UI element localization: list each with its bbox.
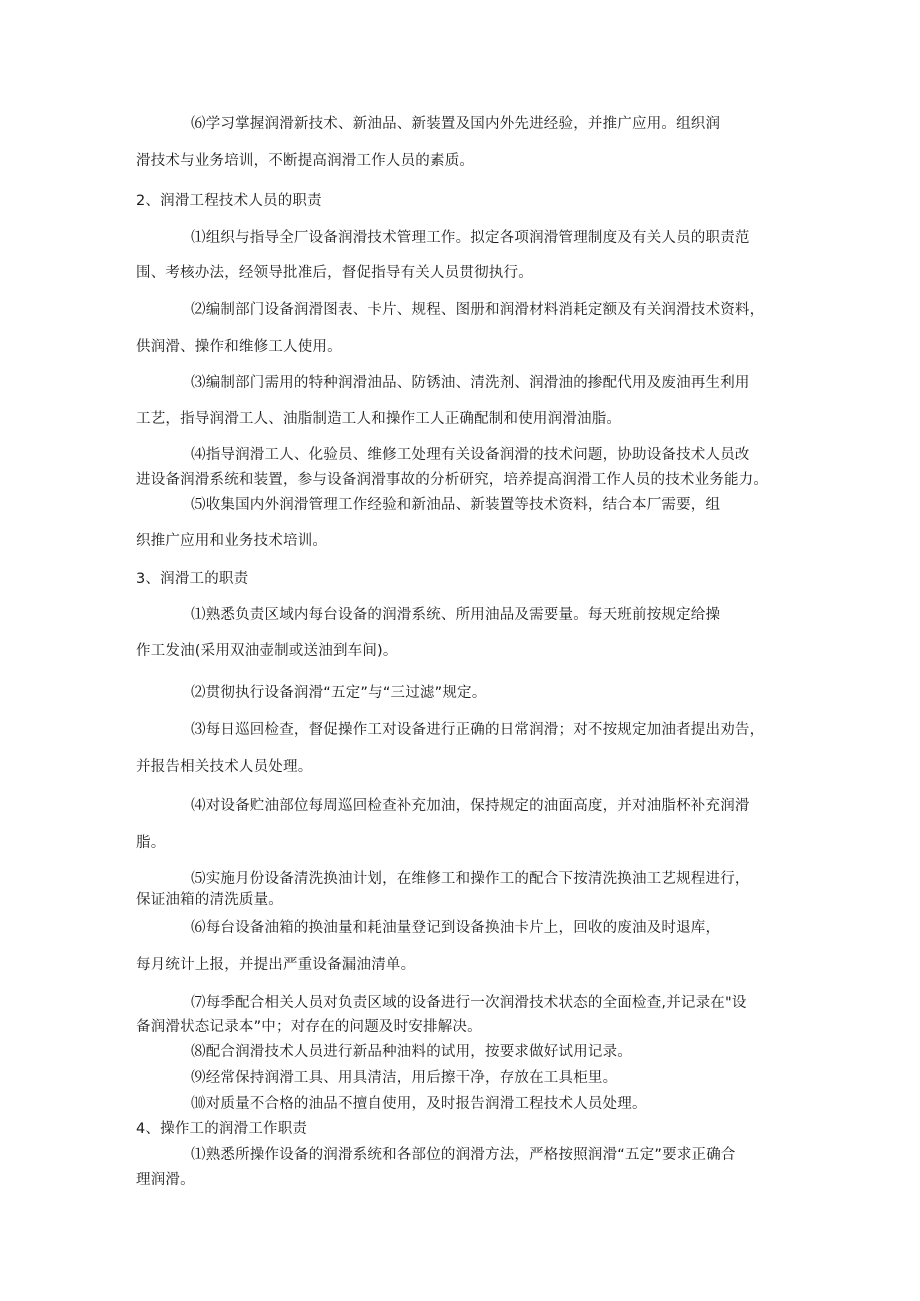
text-line: ⑼经常保持润滑工具、用具清洁，用后擦干净，存放在工具柜里。: [191, 1070, 618, 1086]
text-line: 供润滑、操作和维修工人使用。: [136, 339, 342, 355]
text-line: ⑹学习掌握润滑新技术、新油品、新装置及国内外先进经验，并推广应用。组织润: [191, 116, 721, 132]
text-line: ⑴熟悉所操作设备的润滑系统和各部位的润滑方法，严格按照润滑“五定”要求正确合: [191, 1147, 736, 1163]
text-line: ⑵编制部门设备润滑图表、卡片、规程、图册和润滑材料消耗定额及有关润滑技术资料，: [191, 302, 765, 318]
text-line: ⑸收集国内外润滑管理工作经验和新油品、新装置等技术资料，结合本厂需要，组: [191, 497, 721, 513]
text-line: 理润滑。: [136, 1172, 195, 1188]
section-heading: 2、润滑工程技术人员的职责: [136, 193, 322, 209]
section-heading: 3、润滑工的职责: [136, 571, 249, 587]
text-line: 每月统计上报，并提出严重设备漏油清单。: [136, 957, 416, 973]
text-line: ⑴组织与指导全厂设备润滑技术管理工作。拟定各项润滑管理制度及有关人员的职责范: [191, 230, 750, 246]
text-line: ⑸实施月份设备清洗换油计划，在维修工和操作工的配合下按清洗换油工艺规程进行，: [191, 871, 750, 887]
text-line: ⑶编制部门需用的特种润滑油品、防锈油、清洗剂、润滑油的掺配代用及废油再生利用: [191, 375, 750, 391]
text-line: 保证油箱的清洗质量。: [136, 892, 283, 908]
text-line: ⑻配合润滑技术人员进行新品种油料的试用，按要求做好试用记录。: [191, 1044, 632, 1060]
text-line: 作工发油(采用双油壶制或送油到车间)。: [136, 643, 398, 659]
text-line: ⑷对设备贮油部位每周巡回检查补充加油，保持规定的油面高度，并对油脂杯补充润滑: [191, 798, 750, 814]
text-line: 织推广应用和业务技术培训。: [136, 533, 328, 549]
text-line: 进设备润滑系统和装置，参与设备润滑事故的分析研究，培养提高润滑工作人员的技术业务能力。: [136, 472, 769, 488]
text-line: 工艺，指导润滑工人、油脂制造工人和操作工人正确配制和使用润滑油脂。: [136, 411, 622, 427]
text-line: ⑵贯彻执行设备润滑“五定”与“三过滤”规定。: [191, 685, 487, 701]
text-line: ⑽对质量不合格的油品不擅自使用，及时报告润滑工程技术人员处理。: [191, 1096, 647, 1112]
text-line: ⑶每日巡回检查，督促操作工对设备进行正确的日常润滑；对不按规定加油者提出劝告，: [191, 722, 765, 738]
text-line: ⑴熟悉负责区域内每台设备的润滑系统、所用油品及需要量。每天班前按规定给操: [191, 607, 721, 623]
text-line: ⑷指导润滑工人、化验员、维修工处理有关设备润滑的技术问题，协助设备技术人员改: [191, 447, 750, 463]
text-line: 围、考核办法，经领导批准后，督促指导有关人员贯彻执行。: [136, 265, 533, 281]
text-line: 备润滑状态记录本”中；对存在的问题及时安排解决。: [136, 1019, 482, 1035]
text-line: 脂。: [136, 835, 166, 851]
text-line: ⑹每台设备油箱的换油量和耗油量登记到设备换油卡片上，回收的废油及时退库，: [191, 920, 721, 936]
text-line: 滑技术与业务培训，不断提高润滑工作人员的素质。: [136, 153, 475, 169]
text-line: 并报告相关技术人员处理。: [136, 759, 313, 775]
text-line: ⑺每季配合相关人员对负责区域的设备进行一次润滑技术状态的全面检查,并记录在"设: [191, 995, 747, 1011]
section-heading: 4、操作工的润滑工作职责: [136, 1121, 308, 1137]
